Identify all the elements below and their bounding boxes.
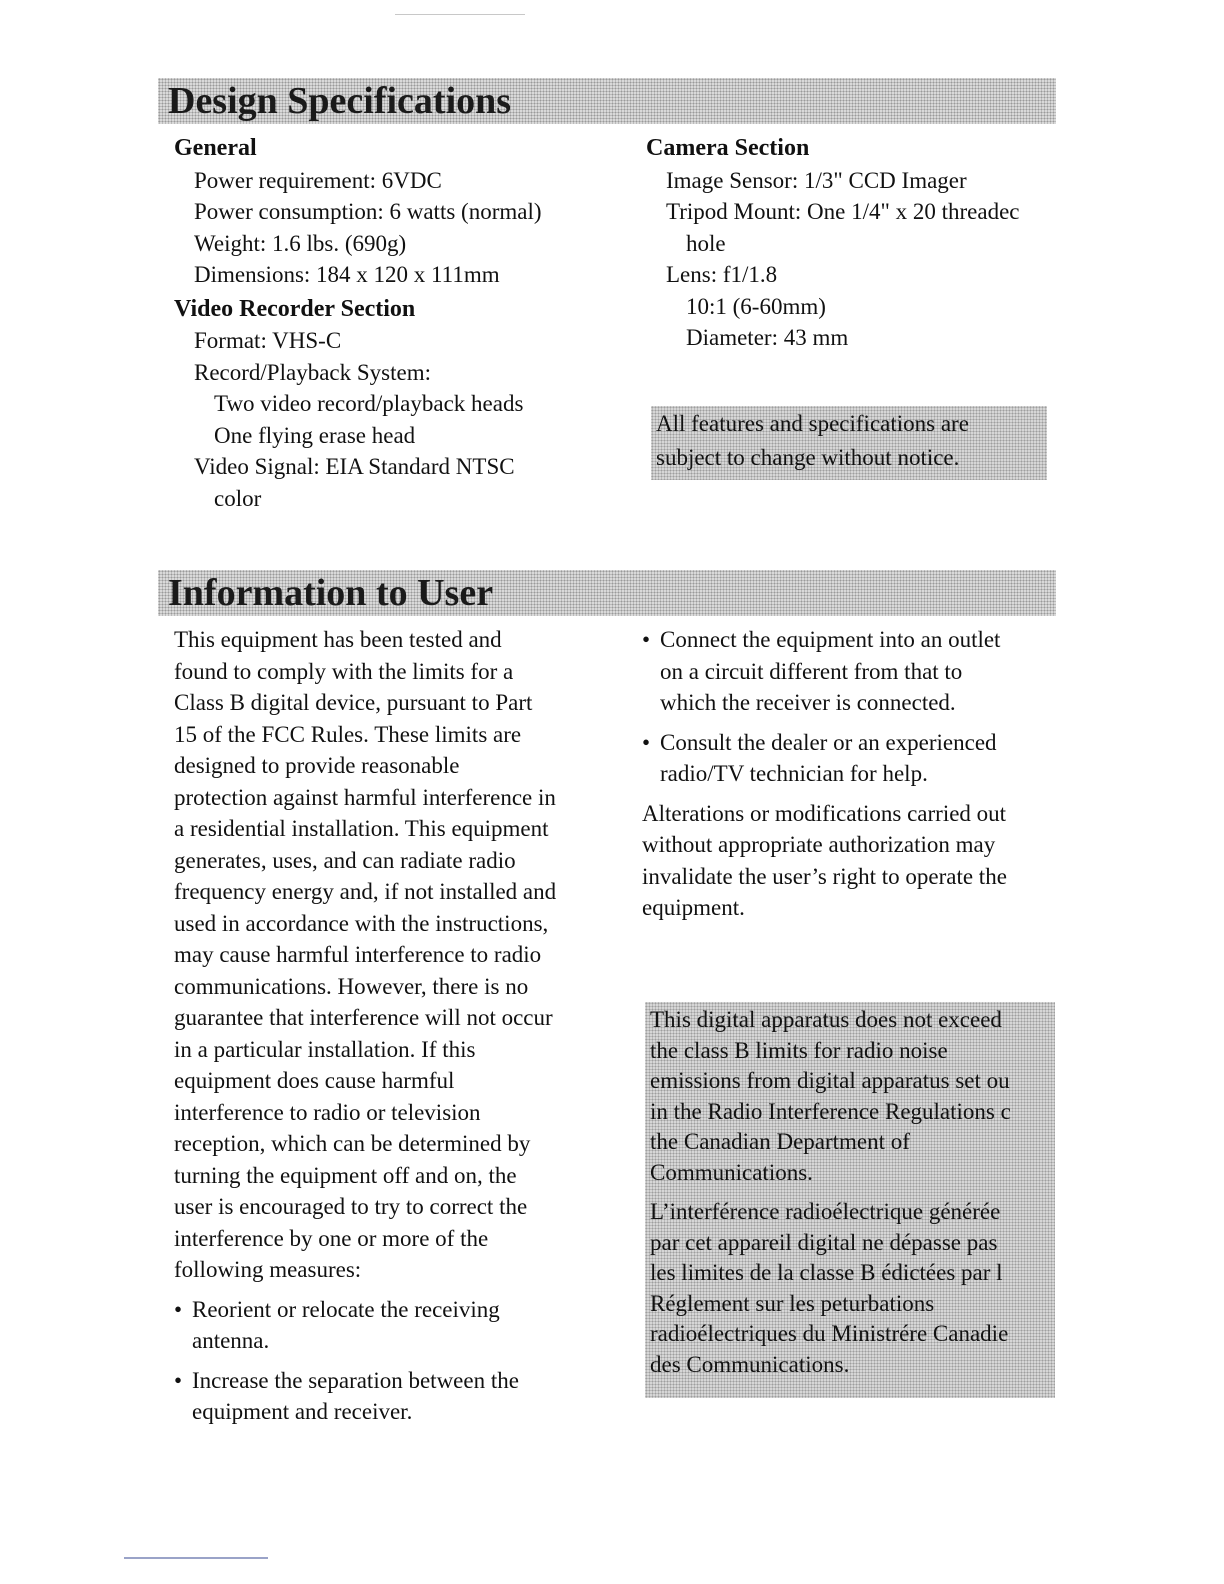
bullet-line: • Consult the dealer or an experienced [660,729,997,755]
right-measures-list [642,624,1056,790]
list-item [642,624,1056,719]
bullet-line: • Increase the separation between the [192,1367,519,1393]
notice-line: Communications. [650,1159,813,1185]
design-specs-header [158,78,1056,124]
scan-artifact-top [395,14,525,15]
notice-line: the Canadian Department of [650,1129,910,1154]
notice-line: All features and specifications are [656,411,969,436]
paragraph-line: communications. However, there is no [174,973,529,999]
paragraph-line: a residential installation. This equipment [174,816,549,841]
paragraph-line: without appropriate authorization may [642,832,996,857]
general-heading: General [174,135,257,161]
paragraph-line: interference by one or more of the [174,1225,489,1251]
paragraph-line: equipment. [642,895,745,920]
spec-line: hole [686,230,726,256]
spec-line: Power requirement: 6VDC [194,167,442,193]
info-user-header [158,570,1056,616]
spec-notice-box [651,406,1047,480]
fcc-statement [174,624,556,1428]
paragraph-line: user is encouraged to try to correct the [174,1194,528,1219]
camera-section [646,133,1056,354]
paragraph-line: equipment does cause harmful [174,1068,455,1093]
notice-line: subject to change without notice. [656,444,960,470]
paragraph-line: in a particular installation. If this [174,1036,476,1062]
bullet-line: equipment and receiver. [192,1399,413,1424]
spec-line: Two video record/playback heads [214,391,524,416]
spec-line: 10:1 (6-60mm) [686,293,826,319]
paragraph-line: used in accordance with the instructions, [174,910,549,936]
paragraph-line: designed to provide reasonable [174,753,460,778]
notice-line: radioélectriques du Ministrére Canadie [650,1321,1009,1346]
bullet-line: which the receiver is connected. [660,690,956,715]
spec-line: Power consumption: 6 watts (normal) [194,199,542,224]
paragraph-line: Class B digital device, pursuant to Part [174,690,533,715]
list-item [642,727,1056,790]
paragraph-line: generates, uses, and can radiate radio [174,847,516,873]
paragraph-line: reception, which can be determined by [174,1131,531,1156]
list-item [174,1294,556,1357]
paragraph-line: interference to radio or television [174,1099,481,1125]
paragraph-line: may cause harmful interference to radio [174,942,542,967]
paragraph-line: 15 of the FCC Rules. These limits are [174,721,522,747]
notice-line: Réglement sur les peturbations [650,1290,935,1316]
paragraph-line: following measures: [174,1257,362,1282]
spec-line: Tripod Mount: One 1/4" x 20 threadec [666,199,1020,224]
bullet-line: • Reorient or relocate the receiving [192,1296,500,1322]
spec-line: Record/Playback System: [194,359,431,385]
canada-notice-box [645,1002,1055,1398]
spec-line: Video Signal: EIA Standard NTSC [194,454,515,479]
left-measures-list [174,1294,556,1428]
notice-line: L’interférence radioélectrique générée [650,1199,1001,1224]
canada-english [645,1002,1055,1188]
bullet-line: antenna. [192,1328,270,1353]
paragraph-line: frequency energy and, if not installed and [174,879,557,904]
notice-line: par cet appareil digital ne dépasse pas [650,1229,998,1255]
list-item [174,1365,556,1428]
design-specs-title: Design Specifications [168,80,512,122]
spec-line: Lens: f1/1.8 [666,262,778,287]
camera-heading: Camera Section [646,135,810,161]
notice-line: les limites de la classe B édictées par l [650,1260,1003,1285]
spec-line: color [214,485,262,511]
spec-line: One flying erase head [214,422,416,448]
spec-line: Format: VHS-C [194,328,342,353]
scan-artifact-bottom [124,1557,268,1559]
info-user-title: Information to User [168,572,494,614]
notice-line: in the Radio Interference Regulations c [650,1098,1011,1124]
paragraph-line: found to comply with the limits for a [174,658,514,684]
paragraph-line: turning the equipment off and on, the [174,1162,517,1188]
spec-line: Image Sensor: 1/3" CCD Imager [666,167,967,193]
general-section [174,133,542,514]
paragraph-line: This equipment has been tested and [174,627,502,652]
paragraph-line: guarantee that interference will not occur [174,1005,553,1030]
spec-line: Weight: 1.6 lbs. (690g) [194,230,407,256]
bullet-line: on a circuit different from that to [660,658,963,684]
notice-line: the class B limits for radio noise [650,1037,948,1063]
paragraph-line: Alterations or modifications carried out [642,800,1007,826]
notice-line: This digital apparatus does not exceed [650,1007,1002,1032]
paragraph-line: protection against harmful interference in [174,784,556,810]
video-recorder-heading: Video Recorder Section [174,295,416,322]
canada-french [645,1188,1055,1380]
alterations-paragraph [642,798,1056,924]
notice-line: emissions from digital apparatus set ou [650,1068,1010,1093]
spec-line: Diameter: 43 mm [686,325,849,350]
bullet-line: radio/TV technician for help. [660,761,928,786]
paragraph-line: invalidate the user’s right to operate the [642,863,1007,889]
right-column [642,616,1056,924]
notice-line: des Communications. [650,1351,850,1377]
bullet-line: • Connect the equipment into an outlet [660,627,1001,652]
spec-line: Dimensions: 184 x 120 x 111mm [194,262,500,287]
